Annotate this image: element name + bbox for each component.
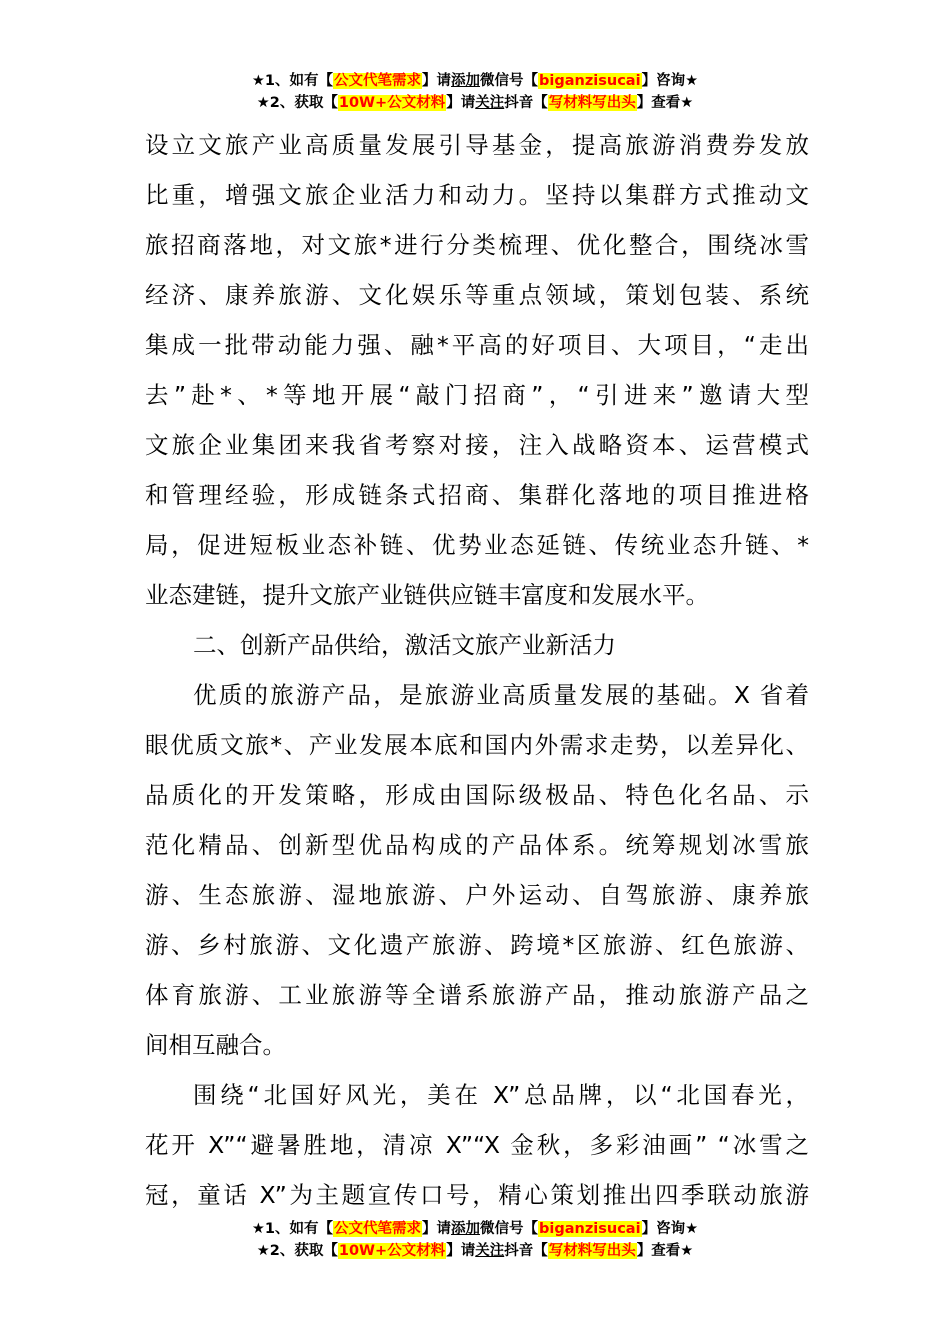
text-line: 游、乡村旅游、文化遗产旅游、跨境*区旅游、红色旅游、	[145, 931, 809, 959]
banner-line-2	[0, 92, 950, 114]
banner-text: 微信号【	[480, 73, 539, 89]
banner-underline: 关注	[475, 1243, 505, 1259]
banner-highlight: 公文代笔需求	[334, 1221, 422, 1237]
banner-highlight: biganzisucai	[539, 1221, 641, 1237]
section-heading: 二、创新产品供给，激活文旅产业新活力	[193, 631, 616, 659]
banner-text: 】咨询★	[641, 73, 699, 89]
text-line: 旅招商落地，对文旅*进行分类梳理、优化整合，围绕冰雪	[145, 231, 809, 259]
banner-highlight: 10W+公文材料	[338, 1243, 446, 1259]
banner-highlight: 写材料写出头	[548, 95, 636, 111]
banner-text: 】请	[422, 1221, 452, 1237]
banner-line-1	[0, 70, 950, 92]
text-line: 优质的旅游产品，是旅游业高质量发展的基础。X 省着	[193, 681, 809, 709]
banner-text: 微信号【	[480, 1221, 539, 1237]
banner-text: 】请	[446, 1243, 476, 1259]
text-line: 花开 X”“避暑胜地，清凉 X”“X 金秋，多彩油画” “冰雪之	[145, 1131, 809, 1159]
text-line: 经济、康养旅游、文化娱乐等重点领域，策划包装、系统	[145, 281, 809, 309]
text-line: 和管理经验，形成链条式招商、集群化落地的项目推进格	[145, 481, 809, 509]
banner-text: 】咨询★	[641, 1221, 699, 1237]
banner-text: ★1、如有【	[251, 73, 334, 89]
banner-text: ★2、获取【	[256, 1243, 338, 1259]
text-line: 集成一批带动能力强、融*平高的好项目、大项目，“走出	[145, 331, 809, 359]
banner-line-1	[0, 1218, 950, 1240]
text-line: 业态建链，提升文旅产业链供应链丰富度和发展水平。	[145, 581, 709, 609]
text-line: 间相互融合。	[145, 1031, 286, 1059]
text-line: 体育旅游、工业旅游等全谱系旅游产品，推动旅游产品之	[145, 981, 809, 1009]
text-line: 围绕“北国好风光，美在 X”总品牌，以“北国春光，	[193, 1081, 809, 1109]
banner-line-2	[0, 1240, 950, 1262]
footer-ad-banner	[0, 1218, 950, 1262]
banner-highlight: 公文代笔需求	[334, 73, 422, 89]
banner-underline: 关注	[475, 95, 505, 111]
text-line: 范化精品、创新型优品构成的产品体系。统筹规划冰雪旅	[145, 831, 809, 859]
text-line: 局，促进短板业态补链、优势业态延链、传统业态升链、*	[145, 531, 809, 559]
text-line: 眼优质文旅*、产业发展本底和国内外需求走势，以差异化、	[145, 731, 809, 759]
banner-text: 抖音【	[504, 95, 548, 111]
banner-text: ★1、如有【	[251, 1221, 334, 1237]
banner-text: 】查看★	[636, 1243, 694, 1259]
text-line: 文旅企业集团来我省考察对接，注入战略资本、运营模式	[145, 431, 809, 459]
text-line: 游、生态旅游、湿地旅游、户外运动、自驾旅游、康养旅	[145, 881, 809, 909]
header-ad-banner	[0, 70, 950, 114]
banner-text: 】请	[446, 95, 476, 111]
banner-highlight: 10W+公文材料	[338, 95, 446, 111]
banner-highlight: biganzisucai	[539, 73, 641, 89]
banner-text: ★2、获取【	[256, 95, 338, 111]
banner-underline: 添加	[451, 1221, 481, 1237]
banner-highlight: 写材料写出头	[548, 1243, 636, 1259]
text-line: 设立文旅产业高质量发展引导基金，提高旅游消费券发放	[145, 131, 809, 159]
banner-text: 抖音【	[504, 1243, 548, 1259]
text-line: 去”赴*、*等地开展“敲门招商”，“引进来”邀请大型	[145, 381, 809, 409]
banner-underline: 添加	[451, 73, 481, 89]
text-line: 品质化的开发策略，形成由国际级极品、特色化名品、示	[145, 781, 809, 809]
banner-text: 】查看★	[636, 95, 694, 111]
text-line: 比重，增强文旅企业活力和动力。坚持以集群方式推动文	[145, 181, 809, 209]
text-line: 冠，童话 X”为主题宣传口号，精心策划推出四季联动旅游	[145, 1181, 809, 1209]
banner-text: 】请	[422, 73, 452, 89]
document-body	[145, 120, 809, 1220]
